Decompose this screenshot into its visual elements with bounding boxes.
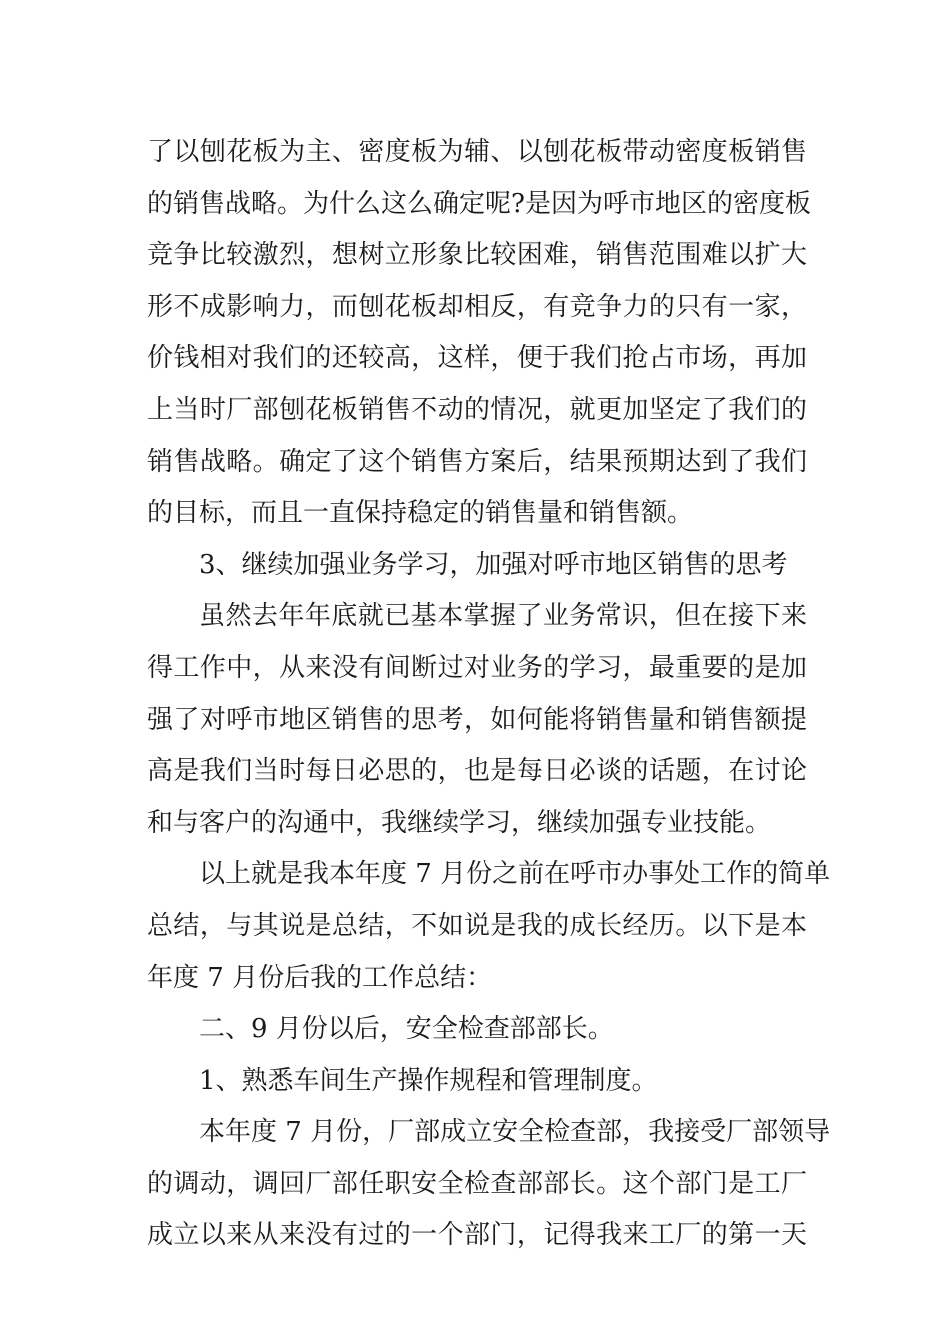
body-text (147, 127, 831, 1262)
text-line: 年度 7 月份后我的工作总结： (147, 962, 493, 993)
text-line: 得工作中，从来没有间断过对业务的学习，最重要的是加 (147, 652, 807, 683)
text-line: 竞争比较激烈，想树立形象比较困难，销售范围难以扩大 (147, 240, 807, 271)
text-line: 高是我们当时每日必思的，也是每日必谈的话题，在讨论 (147, 756, 807, 787)
text-line: 上当时厂部刨花板销售不动的情况，就更加坚定了我们的 (147, 394, 807, 425)
text-line: 以上就是我本年度 7 月份之前在呼市办事处工作的简单 (199, 859, 831, 890)
text-line: 强了对呼市地区销售的思考，如何能将销售量和销售额提 (147, 704, 807, 735)
text-line: 的调动，调回厂部任职安全检查部部长。这个部门是工厂 (147, 1168, 807, 1199)
text-line: 本年度 7 月份，厂部成立安全检查部，我接受厂部领导 (199, 1117, 831, 1148)
text-line: 成立以来从来没有过的一个部门，记得我来工厂的第一天 (147, 1220, 807, 1251)
text-line: 虽然去年年底就已基本掌握了业务常识，但在接下来 (199, 601, 807, 632)
text-line: 价钱相对我们的还较高，这样，便于我们抢占市场，再加 (147, 343, 807, 374)
text-line: 形不成影响力，而刨花板却相反，有竞争力的只有一家， (147, 291, 807, 322)
text-line: 了以刨花板为主、密度板为辅、以刨花板带动密度板销售 (147, 137, 807, 167)
section-heading: 二、9 月份以后，安全检查部部长。 (199, 1014, 614, 1045)
text-line: 销售战略。确定了这个销售方案后，结果预期达到了我们 (147, 446, 807, 477)
section-heading: 3、继续加强业务学习，加强对呼市地区销售的思考 (199, 549, 788, 580)
text-line: 的目标，而且一直保持稳定的销售量和销售额。 (147, 498, 694, 529)
text-line: 和与客户的沟通中，我继续学习，继续加强专业技能。 (147, 807, 772, 838)
section-heading: 1、熟悉车间生产操作规程和管理制度。 (199, 1065, 658, 1096)
text-line: 的销售战略。为什么这么确定呢?是因为呼市地区的密度板 (147, 188, 811, 219)
text-line: 总结，与其说是总结，不如说是我的成长经历。以下是本 (147, 910, 807, 941)
